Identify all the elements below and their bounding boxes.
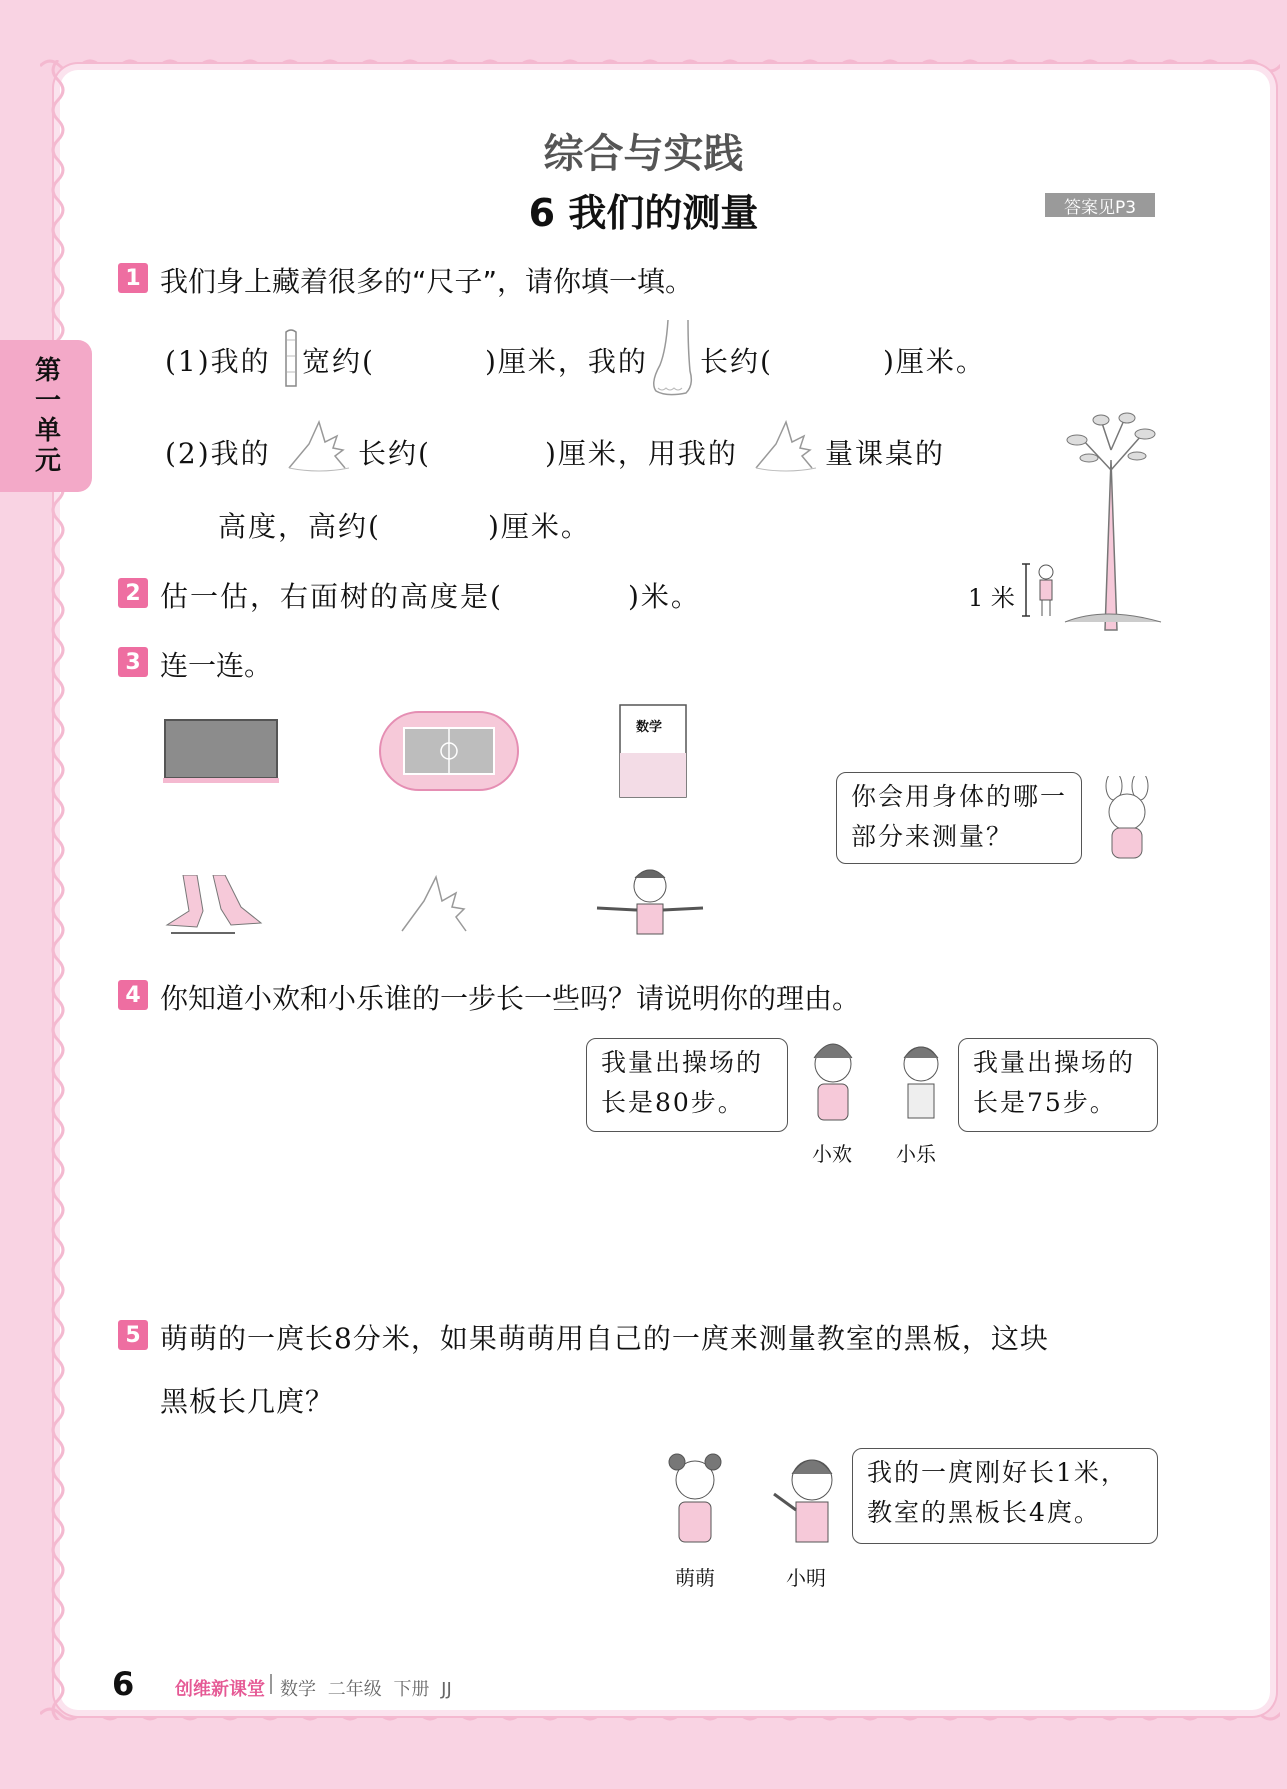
xiaoming-speech-bubble: 我的一庹刚好长1米，教室的黑板长4庹。: [852, 1448, 1158, 1544]
xiaohuan-character: [800, 1038, 866, 1132]
q1-line1-part-d: 长约(: [700, 345, 773, 378]
question-3-prompt: 连一连。: [160, 649, 273, 682]
q1-line2-part-b: 长约(: [358, 437, 431, 470]
mengmeng-name: 萌萌: [675, 1566, 715, 1590]
xiaoming-character: [768, 1450, 848, 1556]
q3-speech-bubble: 你会用身体的哪一部分来测量？: [836, 772, 1082, 864]
tree-illustration: [1055, 410, 1165, 635]
q1-line3-part-b: )厘米。: [488, 510, 591, 543]
page-number: 6: [112, 1665, 135, 1703]
question-4-prompt: 你知道小欢和小乐谁的一步长一些吗？请说明你的理由。: [160, 982, 861, 1015]
question-number-5: 5: [118, 1320, 148, 1350]
footer-book-info: 数学 二年级 下册 JJ: [280, 1679, 452, 1700]
xiaole-character: [888, 1040, 954, 1134]
xiaoming-name: 小明: [786, 1566, 826, 1590]
mengmeng-character: [655, 1450, 735, 1556]
question-number-4: 4: [118, 980, 148, 1010]
question-number-1: 1: [118, 263, 148, 293]
xiaole-name: 小乐: [896, 1142, 936, 1166]
question-2-prompt-b: )米。: [628, 580, 701, 613]
question-5-prompt-b: 黑板长几庹？: [160, 1385, 335, 1418]
answer-reference-tag: 答案见P3: [1045, 193, 1155, 217]
child-scale-figure: [1022, 560, 1062, 620]
blackboard-icon: [163, 718, 279, 784]
q1-line2-part-a: (2)我的: [165, 437, 271, 470]
xiaole-speech-bubble: 我量出操场的长是75步。: [958, 1038, 1158, 1132]
q1-line1-part-c: )厘米，我的: [485, 345, 648, 378]
arm-span-boy-icon: [595, 866, 705, 942]
section-title: 综合与实践: [543, 131, 744, 177]
handspan-measure-icon: [398, 873, 478, 937]
finger-icon: [280, 328, 302, 390]
q1-line1-part-e: )厘米。: [883, 345, 986, 378]
question-1-prompt: 我们身上藏着很多的“尺子”，请你填一填。: [160, 265, 694, 298]
xiaohuan-speech-bubble: 我量出操场的长是80步。: [586, 1038, 788, 1132]
unit-tab-label: 第一单元: [30, 356, 61, 476]
q1-line1-part-a: (1)我的: [165, 345, 271, 378]
question-5-prompt-a: 萌萌的一庹长8分米，如果萌萌用自己的一庹来测量教室的黑板，这块: [160, 1322, 1049, 1355]
lesson-title: 6 我们的测量: [528, 191, 759, 235]
footer-divider: [270, 1674, 272, 1694]
q1-line3: 高度，高约(: [218, 510, 381, 543]
handspan-icon-2: [752, 418, 822, 474]
xiaohuan-name: 小欢: [812, 1142, 852, 1166]
q1-line1-part-b: 宽约(: [302, 345, 375, 378]
math-book-title: 数学: [636, 720, 663, 735]
question-number-3: 3: [118, 647, 148, 677]
question-2-prompt-a: 估一估，右面树的高度是(: [160, 580, 503, 613]
q1-line2-part-d: 量课桌的: [825, 437, 946, 470]
foot-icon: [648, 318, 698, 396]
handspan-icon: [285, 418, 355, 474]
unit-side-tab: [0, 340, 92, 492]
tree-scale-label: 1 米: [968, 584, 1015, 612]
walking-steps-icon: [163, 875, 279, 937]
footer-brand: 创维新课堂: [175, 1679, 265, 1700]
bunny-character: [1092, 776, 1162, 866]
question-number-2: 2: [118, 578, 148, 608]
sports-field-icon: [378, 710, 520, 792]
q1-line2-part-c: )厘米，用我的: [545, 437, 738, 470]
